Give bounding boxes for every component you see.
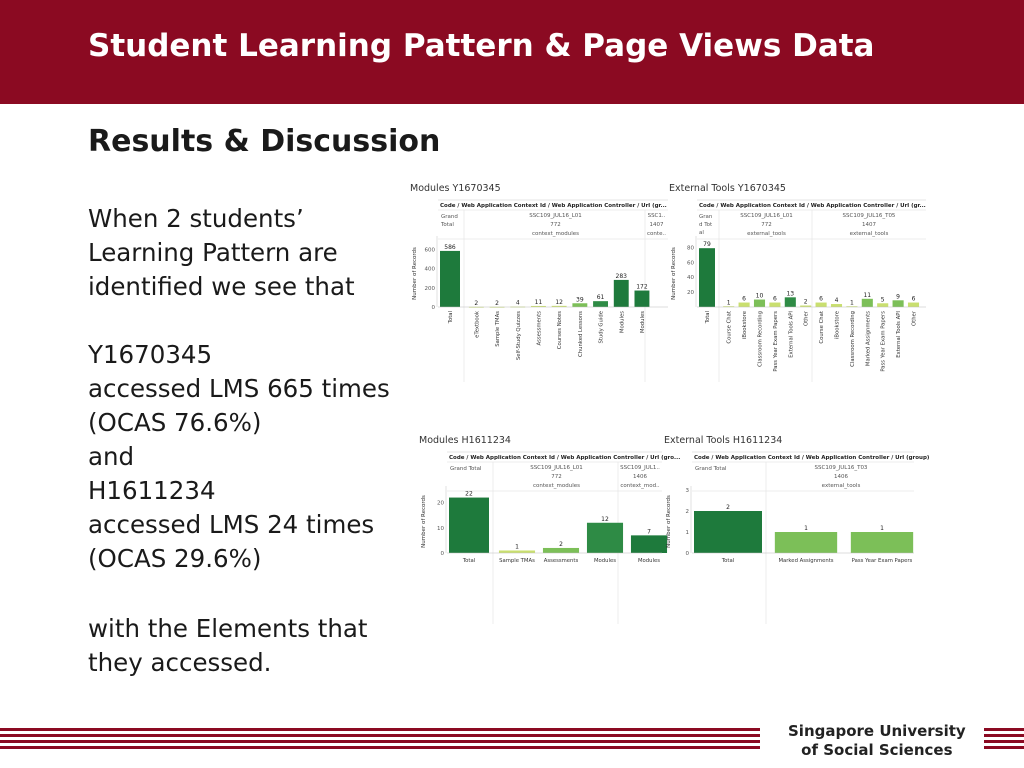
y-axis-label: Number of Records (412, 247, 418, 300)
bar (694, 511, 762, 553)
chart-title: Modules Y1670345 (410, 183, 501, 194)
grand-total-label: d Tot (699, 222, 713, 228)
bar-value-label: 39 (576, 296, 584, 304)
chart-title: External Tools H1611234 (664, 435, 783, 446)
bar-value-label: 2 (474, 299, 479, 307)
university-logo (788, 722, 966, 760)
group-context-id: 1407 (862, 222, 876, 228)
bar (593, 301, 608, 307)
category-label: Other (803, 311, 810, 327)
category-label: Courses Notes (557, 311, 564, 350)
y-tick-label: 0 (685, 551, 689, 557)
bar-value-label: 7 (647, 528, 651, 536)
text-line: H1611234 (88, 476, 216, 505)
text-line: they accessed. (88, 648, 272, 677)
group-code: SSC1.. (647, 213, 666, 219)
category-label: Course Chat (726, 311, 733, 344)
bar-value-label: 2 (726, 504, 730, 511)
bar (572, 303, 587, 307)
bar-value-label: 12 (601, 515, 609, 523)
group-code: SSC109_JUL16_L01 (529, 213, 582, 219)
text-line: with the Elements that (88, 614, 368, 643)
category-label: Pass Year Exam Papers (772, 311, 779, 372)
group-context-id: 1407 (649, 222, 664, 228)
bar-value-label: 61 (596, 294, 605, 302)
category-label: Course Chat (819, 311, 826, 344)
category-label: Assessments (543, 558, 579, 564)
bar-value-label: 10 (755, 292, 764, 300)
bar (893, 300, 904, 307)
grand-total-label: Grand Total (450, 466, 482, 472)
text-line: When 2 students’ (88, 204, 304, 233)
y-tick-label: 600 (424, 247, 435, 254)
bar-value-label: 1 (880, 525, 884, 532)
y-axis-label: Number of Records (421, 495, 427, 548)
category-label: Modules (637, 558, 661, 564)
bar-value-label: 1 (849, 299, 854, 307)
text-line: (OCAS 29.6%) (88, 544, 262, 573)
category-label: Total (705, 311, 711, 324)
category-label: Total (721, 558, 735, 564)
group-controller: external_tools (849, 231, 889, 237)
section-title: Results & Discussion (88, 124, 441, 159)
y-tick-label: 20 (687, 290, 694, 297)
y-tick-label: 80 (687, 245, 694, 252)
bar-value-label: 1 (515, 543, 519, 551)
bar (440, 251, 460, 307)
bar-value-label: 11 (534, 298, 543, 306)
y-tick-label: 3 (685, 488, 689, 494)
category-label: Pass Year Exam Papers (851, 558, 913, 564)
slide-title: Student Learning Pattern & Page Views Data (88, 28, 875, 64)
text-line: and (88, 442, 135, 471)
bar-value-label: 6 (772, 295, 777, 303)
category-label: eTextbook (474, 311, 481, 338)
category-label: Chunked Lessons (577, 311, 584, 357)
category-label: Classroom Recording (849, 311, 856, 367)
group-controller: context_mod.. (620, 483, 660, 489)
y-axis-label: Number of Records (671, 247, 677, 300)
header-dimension-label: Code / Web Application Context Id / Web Application Controller / Url (gr... (699, 203, 926, 209)
bar-value-label: 5 (880, 296, 885, 304)
logo-line: Singapore University (788, 722, 966, 740)
bar (543, 548, 579, 553)
y-tick-label: 400 (424, 266, 435, 273)
bar (816, 303, 827, 307)
group-controller: conte.. (647, 231, 666, 237)
header-dimension-label: Code / Web Application Context Id / Web Application Controller / Url (gro... (449, 455, 681, 461)
bar-value-label: 2 (803, 298, 808, 306)
bar (634, 291, 649, 307)
bar (449, 498, 489, 553)
group-code: SSC109_JUL1.. (620, 465, 660, 471)
bar (499, 550, 535, 553)
logo-line: of Social Sciences (801, 741, 953, 759)
grand-total-label: Total (441, 222, 454, 228)
group-controller: external_tools (747, 231, 786, 237)
grand-total-label: Grand Total (695, 466, 727, 472)
category-label: Modules (639, 311, 646, 334)
grand-total-label: al (699, 230, 704, 236)
category-label: Marked Assignments (778, 558, 834, 564)
bar-value-label: 11 (863, 291, 872, 299)
y-axis-label: Number of Records (666, 495, 672, 548)
bar-value-label: 172 (636, 283, 648, 291)
category-label: Sample TMAs (499, 558, 535, 564)
y-tick-label: 0 (431, 305, 435, 311)
category-label: Modules (619, 311, 626, 334)
bar (587, 523, 623, 553)
category-label: Sample TMAs (495, 311, 502, 347)
group-code: SSC109_JUL16_L01 (530, 465, 583, 471)
y-tick-label: 60 (687, 260, 694, 267)
bar-value-label: 6 (819, 295, 824, 303)
bar-value-label: 2 (559, 540, 563, 548)
bar (739, 303, 750, 307)
bar (699, 248, 715, 307)
chart-title: External Tools Y1670345 (669, 183, 786, 194)
text-line: (OCAS 76.6%) (88, 408, 262, 437)
category-label: Other (911, 311, 918, 327)
bar (785, 297, 796, 307)
group-code: SSC109_JUL16_L01 (740, 213, 793, 219)
y-tick-label: 2 (685, 509, 689, 515)
bar-value-label: 6 (911, 295, 916, 303)
bar (908, 303, 919, 307)
text-line: Y1670345 (88, 340, 213, 369)
text-line: Learning Pattern are (88, 238, 338, 267)
chart-title: Modules H1611234 (419, 435, 511, 446)
header-dimension-label: Code / Web Application Context Id / Web Application Controller / Url (gr... (440, 203, 667, 209)
bar (769, 303, 780, 307)
bar-value-label: 4 (515, 299, 520, 307)
category-label: Total (462, 558, 476, 564)
text-line: accessed LMS 665 times (88, 374, 390, 403)
bar (851, 532, 913, 553)
bar-value-label: 283 (615, 272, 627, 280)
category-label: Study Guide (598, 311, 605, 344)
bar (831, 304, 842, 307)
grand-total-label: Gran (699, 214, 713, 220)
bar (775, 532, 837, 553)
group-context-id: 772 (550, 222, 561, 228)
group-controller: context_modules (532, 231, 579, 237)
bar (862, 299, 873, 307)
bar (614, 280, 629, 307)
bar-value-label: 586 (444, 243, 456, 251)
bar (877, 303, 888, 307)
group-context-id: 772 (551, 474, 562, 480)
y-tick-label: 40 (687, 275, 694, 282)
y-tick-label: 0 (440, 551, 444, 557)
grand-total-label: Grand (441, 214, 458, 220)
category-label: External Tools API (788, 311, 795, 358)
bar-value-label: 9 (896, 293, 901, 301)
text-line: identified we see that (88, 272, 355, 301)
category-label: Self-Study Quizzes (515, 311, 522, 361)
y-tick-label: 10 (437, 525, 444, 532)
group-code: SSC109_JUL16_T03 (814, 465, 868, 471)
bar (631, 535, 667, 553)
bar-value-label: 1 (726, 299, 731, 307)
category-label: Classroom Recording (757, 311, 764, 367)
bar-value-label: 6 (742, 295, 747, 303)
group-controller: context_modules (533, 483, 580, 489)
y-tick-label: 20 (437, 500, 444, 507)
category-label: Pass Year Exam Papers (880, 311, 887, 372)
bar-value-label: 13 (786, 290, 795, 298)
group-context-id: 772 (761, 222, 772, 228)
bar-value-label: 2 (495, 299, 499, 307)
group-code: SSC109_JUL16_T05 (842, 213, 896, 219)
header-dimension-label: Code / Web Application Context Id / Web Application Controller / Url (group) (694, 455, 930, 461)
category-label: Marked Assignments (865, 311, 872, 367)
bar-value-label: 79 (703, 241, 711, 249)
category-label: Total (448, 311, 454, 324)
bar-value-label: 22 (465, 490, 473, 498)
category-label: iBookstore (742, 311, 749, 340)
bar-value-label: 4 (834, 297, 839, 305)
category-label: Modules (593, 558, 617, 564)
category-label: Assessments (536, 311, 543, 346)
group-controller: external_tools (821, 483, 861, 489)
y-tick-label: 1 (685, 530, 689, 536)
bar-value-label: 1 (804, 525, 808, 532)
group-context-id: 1406 (834, 474, 848, 480)
bar-value-label: 12 (555, 298, 563, 306)
group-context-id: 1406 (633, 474, 647, 480)
category-label: iBookstore (834, 311, 841, 340)
text-line: accessed LMS 24 times (88, 510, 375, 539)
y-tick-label: 200 (424, 285, 435, 292)
category-label: External Tools API (896, 311, 903, 358)
bar (754, 300, 765, 307)
